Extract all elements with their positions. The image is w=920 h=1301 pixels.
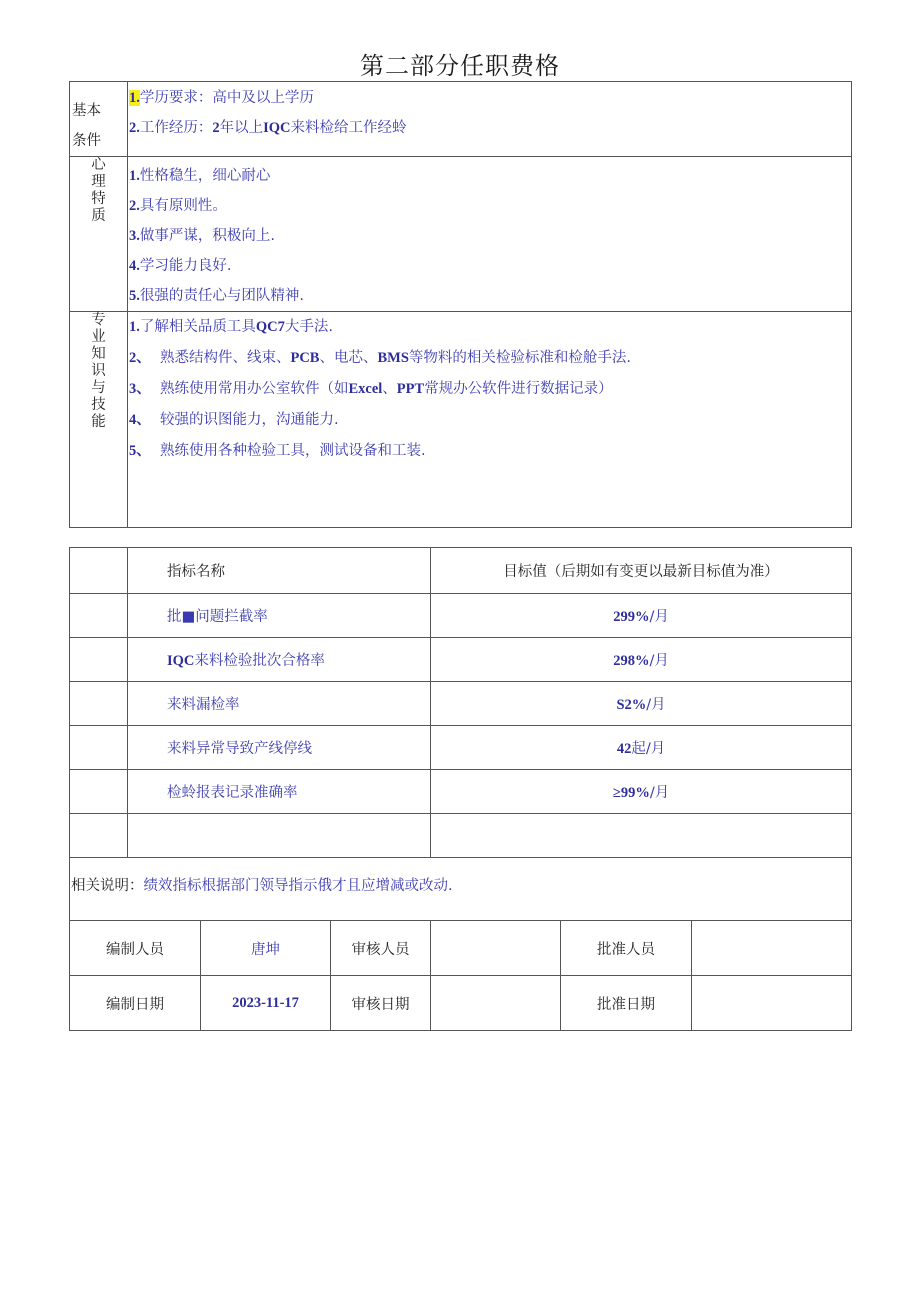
psych-item <box>129 191 851 221</box>
reviewer-value <box>431 921 561 976</box>
indicator-value <box>431 682 852 726</box>
indicator-blank-cell <box>70 726 128 770</box>
basic-item-2-text-b: 年以上 <box>219 120 264 136</box>
psych-item <box>129 221 851 251</box>
indicator-blank-cell <box>70 638 128 682</box>
basic-item-2-num: 2. <box>129 120 140 136</box>
psych-item-num: 2. <box>129 198 140 214</box>
skills-item-code: PPT <box>396 381 425 397</box>
skills-item-text: 熟练使用常用办公室软件（如 <box>159 381 349 397</box>
indicator-value <box>431 638 852 682</box>
basic-conditions-label <box>70 82 128 157</box>
notes-text: 绩效指标根据部门领导指示俄才且应增减或改动. <box>143 878 453 894</box>
skills-label-char: 知 <box>91 346 106 362</box>
indicator-name-code: IQC <box>167 653 195 669</box>
indicator-blank-cell <box>70 594 128 638</box>
skills-item-text: 常规办公软件进行数据记录） <box>424 381 613 397</box>
basic-item-2-text-c: 来料检给工作经蛉 <box>290 120 407 136</box>
reviewer-label: 审核人员 <box>331 921 431 976</box>
review-date-label: 审核日期 <box>331 976 431 1031</box>
skills-label-char: 专 <box>91 312 106 328</box>
skills-label-char: 能 <box>91 414 106 430</box>
psych-item-num: 1. <box>129 168 140 184</box>
indicator-value-num: 299% <box>613 609 650 625</box>
psych-item-num: 5. <box>129 288 140 304</box>
psych-traits-label <box>70 157 128 312</box>
indicator-blank-cell <box>70 682 128 726</box>
skills-item <box>129 405 851 435</box>
psych-item-num: 4. <box>129 258 140 274</box>
indicator-blank-cell <box>70 548 128 594</box>
indicator-blank-name <box>128 814 431 858</box>
indicator-value-num: 298% <box>613 653 650 669</box>
psych-traits-content <box>128 157 852 312</box>
psych-label-char: 特 <box>91 191 106 207</box>
prepared-date-value: 2023-11-17 <box>201 976 331 1031</box>
skills-content <box>128 312 852 528</box>
psych-label-char: 质 <box>91 208 106 224</box>
skills-item-num: 3、 <box>129 381 151 397</box>
basic-item-1-text: 学历要求：高中及以上学历 <box>139 90 314 106</box>
psych-label-char: 理 <box>91 174 106 190</box>
psych-item-text: 具有原则性。 <box>139 198 227 214</box>
basic-label-line-1: 基本 <box>72 103 101 119</box>
indicator-name <box>128 638 431 682</box>
skills-item <box>129 343 851 373</box>
psych-item-text: 学习能力良好. <box>139 258 232 274</box>
indicator-value <box>431 770 852 814</box>
indicator-value-unit: /月 <box>649 609 669 625</box>
prepared-by-label: 编制人员 <box>70 921 201 976</box>
skills-label-char: 业 <box>91 329 106 345</box>
psych-item-num: 3. <box>129 228 140 244</box>
basic-item-1 <box>129 83 851 113</box>
indicator-blank-cell <box>70 814 128 858</box>
approver-label: 批准人员 <box>561 921 692 976</box>
indicator-value-unit: 起/月 <box>631 741 666 757</box>
skills-label-char: 与 <box>91 380 106 396</box>
indicator-name-text: 来料检验批次合格率 <box>194 653 325 669</box>
psych-item <box>129 281 851 311</box>
basic-item-2-years: 2 <box>212 120 220 136</box>
indicator-name: 来料漏检率 <box>128 682 431 726</box>
page-title: 第二部分任职费格 <box>360 52 560 80</box>
basic-conditions-content <box>128 82 852 157</box>
indicator-blank-cell <box>70 770 128 814</box>
skills-item-code: PCB <box>290 350 320 366</box>
skills-item-text: 熟练使用各种检验工具，测试设备和工装. <box>159 443 426 459</box>
skills-item-num: 4、 <box>129 412 151 428</box>
indicators-table <box>69 547 852 1031</box>
indicator-value-unit: /月 <box>649 653 669 669</box>
indicator-blank-value <box>431 814 852 858</box>
indicator-value-unit: /月 <box>649 785 670 801</box>
skills-item-text: 熟悉结构件、线束、 <box>159 350 291 366</box>
basic-item-2-text-a: 工作经历： <box>139 120 213 136</box>
psych-item-text: 性格稳生，细心耐心 <box>139 168 271 184</box>
indicator-value-num: S2% <box>616 697 647 713</box>
indicator-name: 批■问题拦截率 <box>128 594 431 638</box>
indicator-name: 检蛉报表记录准确率 <box>128 770 431 814</box>
notes-row <box>70 858 852 921</box>
psych-item <box>129 161 851 191</box>
skills-item-text: 、 <box>382 381 397 397</box>
indicator-value-num: 42 <box>616 741 632 757</box>
psych-item <box>129 251 851 281</box>
skills-item-num: 5、 <box>129 443 151 459</box>
basic-item-2 <box>129 113 851 143</box>
skills-label <box>70 312 128 528</box>
skills-item-text: 了解相关品质工具 <box>139 319 256 335</box>
prepared-by-value: 唐坤 <box>201 921 331 976</box>
approve-date-label: 批准日期 <box>561 976 692 1031</box>
skills-item-text: 大手法. <box>284 319 333 335</box>
approve-date-value <box>692 976 852 1031</box>
skills-item <box>129 312 851 342</box>
prepared-date-label: 编制日期 <box>70 976 201 1031</box>
basic-item-2-code: IQC <box>263 120 291 136</box>
skills-item-text: 等物料的相关检验标准和检舱手法. <box>408 350 631 366</box>
skills-item-text: 、电芯、 <box>319 350 378 366</box>
basic-label-line-2: 条件 <box>72 133 101 149</box>
indicator-value <box>431 594 852 638</box>
qualifications-table <box>69 81 852 528</box>
skills-item-num: 1. <box>129 319 140 335</box>
psych-item-text: 很强的责任心与团队精神. <box>139 288 304 304</box>
basic-item-1-num: 1. <box>129 90 140 106</box>
skills-item-code: QC7 <box>255 319 285 335</box>
indicator-value-unit: /月 <box>646 697 666 713</box>
skills-item-code: BMS <box>377 350 409 366</box>
skills-item <box>129 374 851 404</box>
skills-label-char: 技 <box>91 397 106 413</box>
psych-label-char: 心 <box>91 157 106 173</box>
skills-label-char: 识 <box>91 363 106 379</box>
skills-item-num: 2、 <box>129 350 151 366</box>
approver-value <box>692 921 852 976</box>
indicator-value-num: ≥99% <box>612 785 650 801</box>
skills-item-text: 较强的识图能力，沟通能力. <box>159 412 339 428</box>
review-date-value <box>431 976 561 1031</box>
psych-item-text: 做事严谋，积极向上. <box>139 228 275 244</box>
header-target-value: 目标值（后期如有变更以最新目标值为准） <box>431 548 852 594</box>
header-indicator-name: 指标名称 <box>128 548 431 594</box>
indicator-value <box>431 726 852 770</box>
indicator-name: 来料异常导致产线停线 <box>128 726 431 770</box>
notes-label: 相关说明： <box>71 878 144 894</box>
skills-item-code: Excel <box>348 381 383 397</box>
skills-item <box>129 436 851 466</box>
